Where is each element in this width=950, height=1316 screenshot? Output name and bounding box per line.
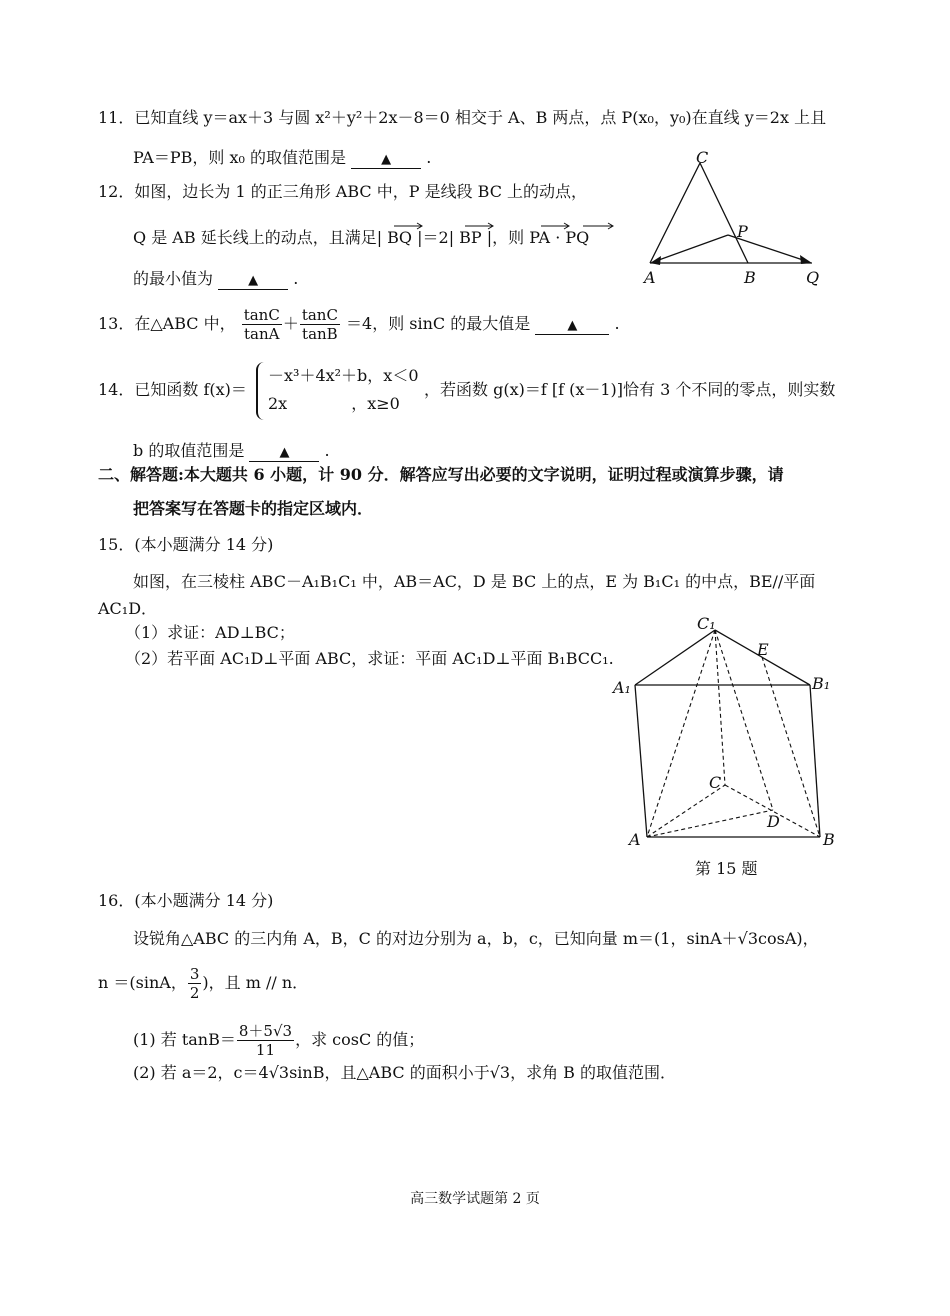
q16-body-line2 (98, 965, 308, 1002)
q14-line2-text: b 的取值范围是 (133, 441, 245, 460)
q11-line2-end: . (426, 148, 432, 167)
q13-fraction-1 (242, 306, 282, 343)
q16-body-line2-suffix: )，且 m // n． (202, 973, 309, 992)
q12-arrowhead-q (800, 255, 812, 264)
q16-part1-frac-denominator: 11 (255, 1041, 276, 1059)
q13-frac2-numerator: tanC (301, 306, 338, 324)
q15-edge-bb1 (810, 685, 820, 837)
q14-answer-blank: ▲ (249, 445, 319, 462)
q16-body-line1: 设锐角△ABC 的三内角 A，B，C 的对边分别为 a，b，c，已知向量 m＝(1，sinA＋√3cosA)， (133, 929, 819, 948)
q16-part1-frac-numerator: 8＋5√3 (238, 1022, 293, 1040)
q16-part2: (2) 若 a＝2，c＝4√3sinB，且△ABC 的面积小于√3，求角 B 的取值范围． (133, 1063, 677, 1082)
q14-piece-1: －x³＋4x²＋b，x＜0 (268, 366, 419, 385)
q15-label-b: B (823, 830, 835, 849)
q15-part1: （1）求证：AD⊥BC； (125, 623, 295, 642)
q13-suffix: ＝4，则 sinC 的最大值是 (346, 314, 531, 333)
q15-part2: （2）若平面 AC₁D⊥平面 ABC，求证：平面 AC₁D⊥平面 B₁BCC₁. (125, 649, 614, 668)
q13-frac1-denominator: tanA (244, 325, 280, 343)
q15-label-e: E (757, 640, 769, 659)
q16-part1 (133, 1022, 424, 1059)
q12-label-q: Q (806, 268, 820, 287)
q15-prism-figure (605, 605, 845, 855)
q12-line3-text: 的最小值为 (133, 269, 214, 288)
q13-fraction-2 (300, 306, 340, 343)
q14-piece-2: 2x ，x≥0 (268, 394, 400, 413)
page-footer: 高三数学试题第 2 页 (410, 1191, 540, 1207)
q13-plus: ＋ (282, 314, 299, 333)
q11-line2 (133, 147, 431, 169)
q15-figure-caption: 第 15 题 (695, 859, 758, 878)
q15-label-c: C (709, 773, 722, 792)
q16-part1-prefix: (1) 若 tanB＝ (133, 1030, 236, 1049)
q15-edge-a1c1 (635, 630, 715, 685)
q14-piecewise-brace (256, 362, 428, 420)
q15-label-a1: A₁ (613, 678, 631, 697)
q12-edge-cb (700, 163, 748, 263)
q15-edge-cc1 (715, 630, 725, 785)
q12-triangle-figure (630, 145, 840, 290)
q12-line3 (133, 268, 298, 290)
q15-segment-ac1 (647, 630, 715, 837)
q15-label-c1: C₁ (697, 614, 716, 633)
q11-answer-blank: ▲ (351, 152, 421, 169)
q16-frac-numerator: 3 (189, 965, 200, 983)
section2-heading-line2: 把答案写在答题卡的指定区域内． (133, 499, 374, 518)
q13-line (98, 306, 620, 343)
q15-label-d: D (767, 812, 780, 831)
q14-line2-end: . (324, 441, 330, 460)
q12-answer-blank: ▲ (218, 273, 288, 290)
q15-label-a: A (629, 830, 641, 849)
q12-label-p: P (737, 222, 748, 241)
q15-body-line2: AC₁D． (98, 599, 158, 618)
q16-fraction-3-2 (188, 965, 202, 1002)
q12-segment-pa (656, 235, 728, 261)
q13-frac1-numerator: tanC (243, 306, 280, 324)
q13-prefix: 13．在△ABC 中， (98, 314, 236, 333)
q13-frac2-denominator: tanB (302, 325, 338, 343)
q12-label-a: A (644, 268, 656, 287)
q16-header: 16．(本小题满分 14 分) (98, 891, 274, 910)
q15-header: 15．(本小题满分 14 分) (98, 535, 274, 554)
q14-suffix: ，若函数 g(x)＝f [f (x－1)]恰有 3 个不同的零点，则实数 (424, 380, 836, 399)
q15-label-b1: B₁ (812, 674, 831, 693)
q11-line1: 11．已知直线 y＝ax＋3 与圆 x²＋y²＋2x－8＝0 相交于 A、B 两点，点 P(x₀，y₀)在直线 y＝2x 上且 (98, 108, 827, 127)
q15-segment-ad (647, 810, 773, 837)
q14-line2 (133, 440, 330, 462)
q16-part1-suffix: ，求 cosC 的值； (295, 1030, 425, 1049)
q12-label-b: B (744, 268, 756, 287)
q15-body-line1: 如图，在三棱柱 ABC－A₁B₁C₁ 中，AB＝AC，D 是 BC 上的点，E 为 B₁C₁ 的中点，BE//平面 (133, 572, 816, 591)
q12-line2: Q 是 AB 延长线上的动点，且满足| BQ |＝2| BP |，则 PA · PQ (133, 228, 590, 247)
q12-label-c: C (696, 148, 709, 167)
q12-line1: 12．如图，边长为 1 的正三角形 ABC 中，P 是线段 BC 上的动点， (98, 182, 588, 201)
q16-frac-denominator: 2 (189, 984, 200, 1002)
section2-heading-line1: 二、解答题:本大题共 6 小题，计 90 分．解答应写出必要的文字说明，证明过程或演算步骤，请 (98, 465, 784, 484)
q15-edge-aa1 (635, 685, 647, 837)
q12-vector-arrows (380, 218, 630, 234)
q16-part1-fraction (237, 1022, 294, 1059)
q15-edge-ac (647, 785, 725, 837)
q16-body-line2-prefix: n ＝(sinA， (98, 973, 187, 992)
q13-answer-blank: ▲ (535, 318, 609, 335)
q11-line2-text: PA＝PB，则 x₀ 的取值范围是 (133, 148, 346, 167)
q14-prefix: 14．已知函数 f(x)＝ (98, 380, 247, 399)
q12-line3-end: . (293, 269, 299, 288)
q13-end: . (614, 314, 620, 333)
